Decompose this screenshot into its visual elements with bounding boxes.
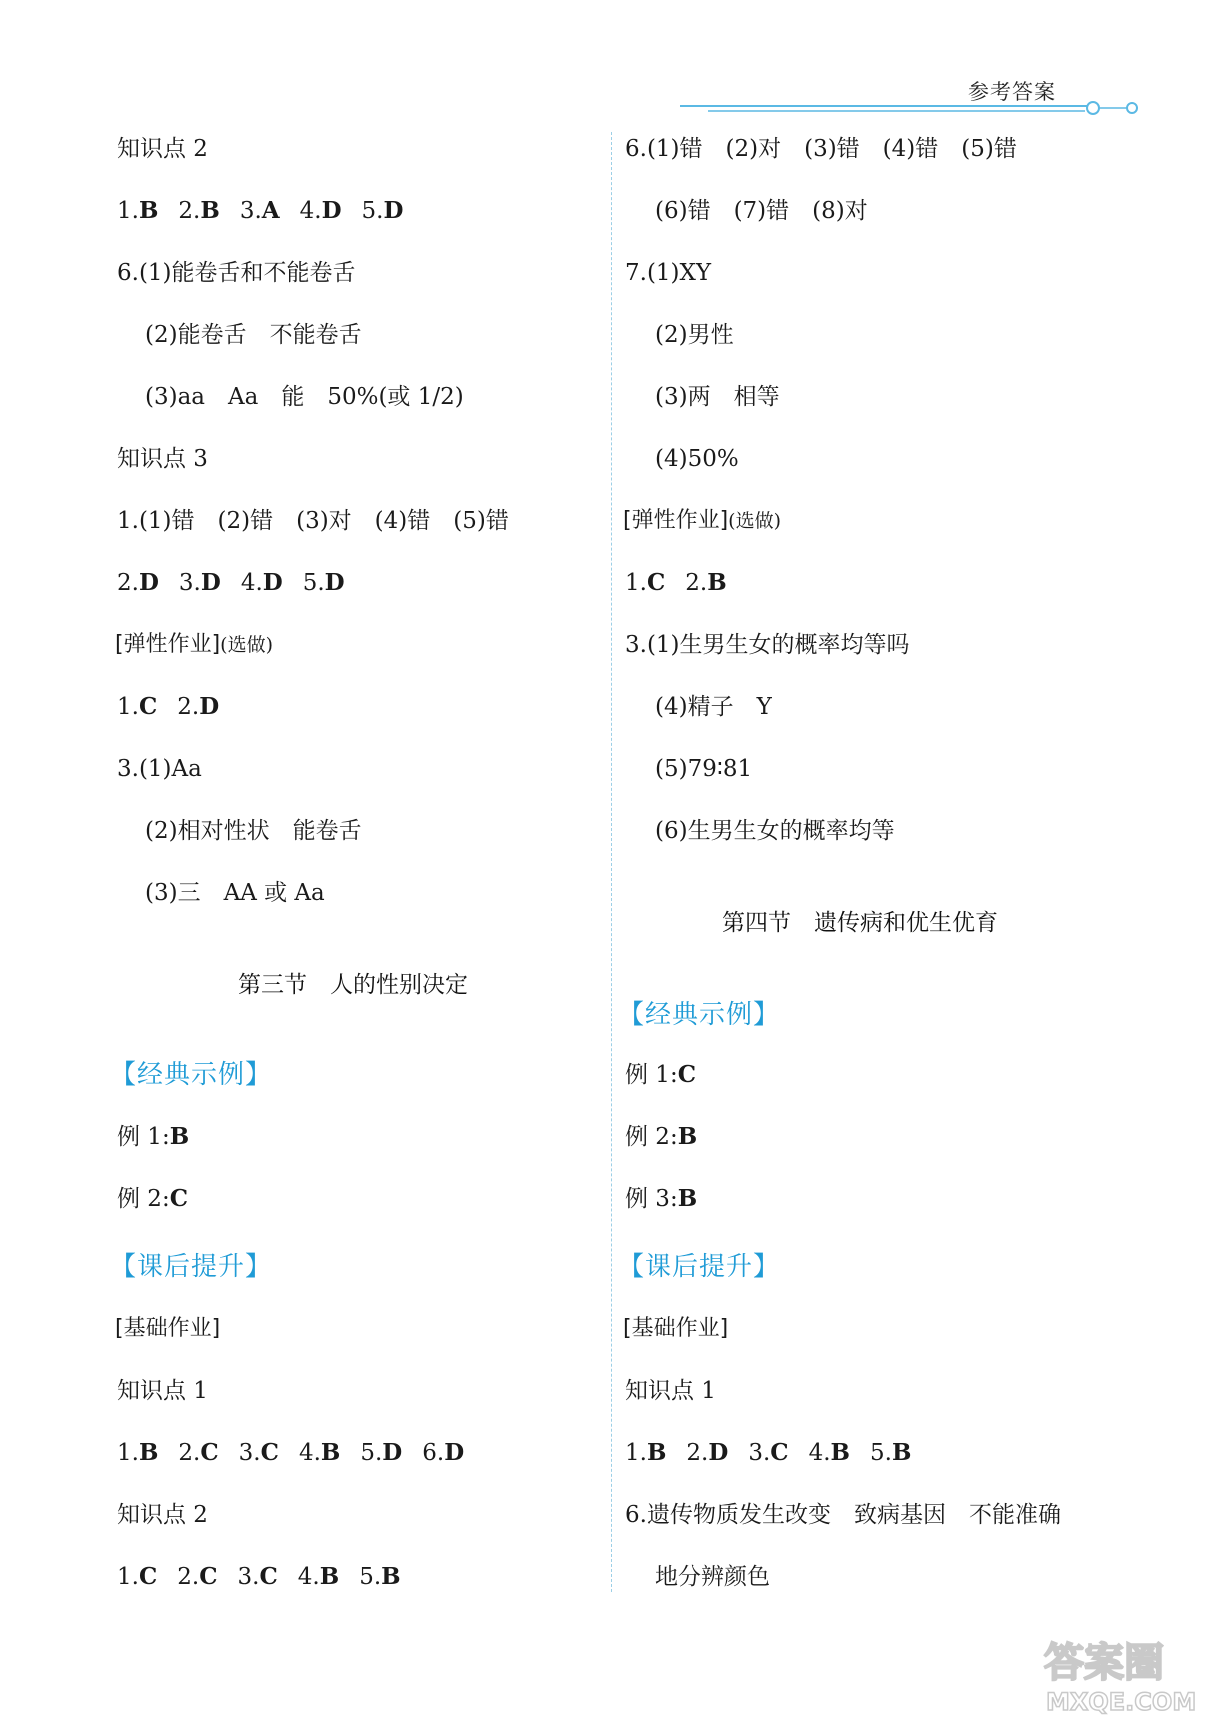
answer-letter: C xyxy=(138,1563,158,1590)
example-label: 例 3: xyxy=(625,1186,678,1212)
answer-letter: B xyxy=(707,569,727,596)
answer-letter: D xyxy=(382,1439,403,1466)
example-answer-value: B xyxy=(169,1123,190,1150)
answer-number: 4. xyxy=(297,1564,320,1590)
answer-number: 4. xyxy=(240,570,263,596)
answer-letter: C xyxy=(199,1563,218,1590)
answer-line: (6)生男生女的概率均等 xyxy=(655,818,895,844)
answer-item xyxy=(685,570,726,596)
answer-number: 5. xyxy=(302,570,325,596)
answer-number: 5. xyxy=(869,1440,892,1466)
elective-homework-heading xyxy=(623,506,781,536)
example-answer xyxy=(625,1184,697,1214)
answer-letter: B xyxy=(138,197,159,224)
answer-line: 3.(1)Aa xyxy=(117,756,202,782)
watermark-logo xyxy=(1040,1630,1220,1716)
answer-item xyxy=(422,1440,464,1466)
after-class-heading: 【课后提升】 xyxy=(110,1252,273,1282)
answer-letter: D xyxy=(383,197,404,224)
answer-line: (4)精子 Y xyxy=(655,694,772,720)
answer-number: 1. xyxy=(117,198,139,224)
answer-line: (4)50% xyxy=(655,446,739,472)
answer-number: 2. xyxy=(177,694,200,720)
section-title: 第三节 人的性别决定 xyxy=(238,972,468,998)
answer-letter: D xyxy=(444,1439,465,1466)
answer-item xyxy=(240,198,280,224)
answer-item xyxy=(303,570,345,596)
answer-item xyxy=(625,570,665,596)
answer-item xyxy=(809,1440,850,1466)
example-label: 例 2: xyxy=(117,1186,170,1212)
header-decorative-rule xyxy=(680,100,1140,130)
answer-item xyxy=(177,1564,217,1590)
answer-line: 7.(1)XY xyxy=(625,260,712,286)
knowledge-point-heading: 知识点 1 xyxy=(117,1378,208,1404)
answer-item xyxy=(179,570,221,596)
answer-row xyxy=(117,1562,401,1592)
answer-letter: D xyxy=(138,569,159,596)
answer-line: (3)aa Aa 能 50%(或 1/2) xyxy=(145,384,464,410)
example-label: 例 2: xyxy=(625,1124,678,1150)
answer-number: 2. xyxy=(685,570,708,596)
answer-number: 4. xyxy=(298,1440,321,1466)
answer-row xyxy=(625,1438,911,1468)
answer-number: 3. xyxy=(237,1564,260,1590)
answer-letter: D xyxy=(199,693,220,720)
answer-letter: B xyxy=(891,1439,912,1466)
answer-line: (3)三 AA 或 Aa xyxy=(145,880,325,906)
answer-item xyxy=(239,1440,279,1466)
section-title: 第四节 遗传病和优生优育 xyxy=(722,910,998,936)
answer-line: (3)两 相等 xyxy=(655,384,780,410)
answer-line: 6.(1)错 (2)对 (3)错 (4)错 (5)错 xyxy=(625,136,1017,162)
example-answer-value: C xyxy=(677,1061,697,1088)
answer-letter: B xyxy=(138,1439,159,1466)
answer-letter: D xyxy=(262,569,283,596)
answer-item xyxy=(298,1564,339,1590)
answer-letter: B xyxy=(200,197,220,224)
elective-homework-heading xyxy=(115,630,273,660)
knowledge-point-heading: 知识点 2 xyxy=(117,1502,208,1528)
answer-line: (6)错 (7)错 (8)对 xyxy=(655,198,868,224)
answer-letter: B xyxy=(381,1563,401,1590)
answer-item xyxy=(300,198,342,224)
answer-line: (2)相对性状 能卷舌 xyxy=(145,818,362,844)
answer-letter: C xyxy=(138,693,158,720)
answer-number: 5. xyxy=(360,1440,383,1466)
answer-row xyxy=(117,692,219,722)
answer-item xyxy=(241,570,283,596)
answer-item xyxy=(117,1440,158,1466)
answer-letter: D xyxy=(324,569,345,596)
elective-homework-label: [弹性作业] xyxy=(115,632,221,657)
answer-row xyxy=(117,568,345,598)
answer-item xyxy=(117,570,159,596)
elective-note: (选做) xyxy=(220,634,273,656)
answer-number: 2. xyxy=(178,1440,201,1466)
answer-letter: B xyxy=(320,1439,341,1466)
answer-number: 3. xyxy=(238,1440,261,1466)
answer-number: 1. xyxy=(625,570,647,596)
answer-number: 4. xyxy=(299,198,322,224)
answer-line: 1.(1)错 (2)错 (3)对 (4)错 (5)错 xyxy=(117,508,509,534)
answer-line: 3.(1)生男生女的概率均等吗 xyxy=(625,632,910,658)
answer-letter: C xyxy=(646,569,666,596)
answer-item xyxy=(299,1440,340,1466)
answer-line: 6.(1)能卷舌和不能卷舌 xyxy=(117,260,356,286)
answer-item xyxy=(359,1564,400,1590)
classic-examples-heading: 【经典示例】 xyxy=(618,1000,781,1030)
elective-homework-label: [弹性作业] xyxy=(623,508,729,533)
answer-line: (2)男性 xyxy=(655,322,734,348)
watermark-url-text: MXQE.COM xyxy=(1046,1688,1197,1716)
answer-item xyxy=(686,1440,728,1466)
example-answer xyxy=(117,1184,188,1214)
answer-number: 5. xyxy=(359,1564,382,1590)
answer-item xyxy=(178,198,219,224)
answer-number: 5. xyxy=(361,198,384,224)
answer-number: 3. xyxy=(748,1440,771,1466)
answer-number: 1. xyxy=(117,1564,139,1590)
after-class-heading: 【课后提升】 xyxy=(618,1252,781,1282)
answer-number: 3. xyxy=(239,198,262,224)
answer-line: (2)能卷舌 不能卷舌 xyxy=(145,322,362,348)
answer-item xyxy=(117,1564,157,1590)
answer-letter: A xyxy=(261,197,280,224)
answer-item xyxy=(748,1440,788,1466)
answer-row xyxy=(117,196,403,226)
knowledge-point-heading: 知识点 1 xyxy=(625,1378,716,1404)
answer-item xyxy=(177,694,219,720)
answer-line: 6.遗传物质发生改变 致病基因 不能准确 xyxy=(625,1502,1061,1528)
answer-item xyxy=(625,1440,666,1466)
answer-item xyxy=(178,1440,218,1466)
answer-letter: C xyxy=(260,1439,279,1466)
example-answer-value: B xyxy=(677,1123,698,1150)
answer-number: 2. xyxy=(117,570,139,596)
watermark-logo-text: 答案圈 xyxy=(1044,1640,1164,1686)
example-label: 例 1: xyxy=(117,1124,170,1150)
column-divider xyxy=(611,132,612,1592)
page-header-title: 参考答案 xyxy=(968,80,1056,104)
answer-item xyxy=(360,1440,402,1466)
answer-item xyxy=(238,1564,278,1590)
answer-number: 2. xyxy=(178,198,201,224)
knowledge-point-heading: 知识点 3 xyxy=(117,446,208,472)
answer-row xyxy=(625,568,727,598)
answer-letter: C xyxy=(259,1563,278,1590)
answer-letter: D xyxy=(708,1439,729,1466)
answer-letter: C xyxy=(200,1439,219,1466)
elective-note: (选做) xyxy=(728,510,781,532)
example-answer xyxy=(117,1122,189,1152)
answer-number: 4. xyxy=(808,1440,831,1466)
answer-letter: B xyxy=(830,1439,850,1466)
example-label: 例 1: xyxy=(625,1062,678,1088)
answer-number: 2. xyxy=(686,1440,709,1466)
answer-line: 地分辨颜色 xyxy=(655,1564,770,1590)
answer-number: 6. xyxy=(422,1440,445,1466)
basic-homework-heading: [基础作业] xyxy=(115,1316,221,1341)
answer-letter: D xyxy=(200,569,221,596)
answer-letter: C xyxy=(770,1439,789,1466)
example-answer xyxy=(625,1122,697,1152)
answer-item xyxy=(362,198,404,224)
answer-letter: B xyxy=(319,1563,340,1590)
answer-letter: B xyxy=(646,1439,667,1466)
answer-number: 3. xyxy=(178,570,201,596)
answer-number: 2. xyxy=(177,1564,200,1590)
answer-item xyxy=(117,694,157,720)
answer-number: 1. xyxy=(625,1440,647,1466)
answer-line: (5)79∶81 xyxy=(655,756,753,782)
answer-item xyxy=(870,1440,911,1466)
basic-homework-heading: [基础作业] xyxy=(623,1316,729,1341)
answer-number: 1. xyxy=(117,1440,139,1466)
knowledge-point-heading: 知识点 2 xyxy=(117,136,208,162)
answer-row xyxy=(117,1438,464,1468)
example-answer xyxy=(625,1060,696,1090)
answer-letter: D xyxy=(321,197,342,224)
example-answer-value: C xyxy=(169,1185,189,1212)
answer-number: 1. xyxy=(117,694,139,720)
example-answer-value: B xyxy=(677,1185,698,1212)
answer-item xyxy=(117,198,158,224)
classic-examples-heading: 【经典示例】 xyxy=(110,1060,273,1090)
